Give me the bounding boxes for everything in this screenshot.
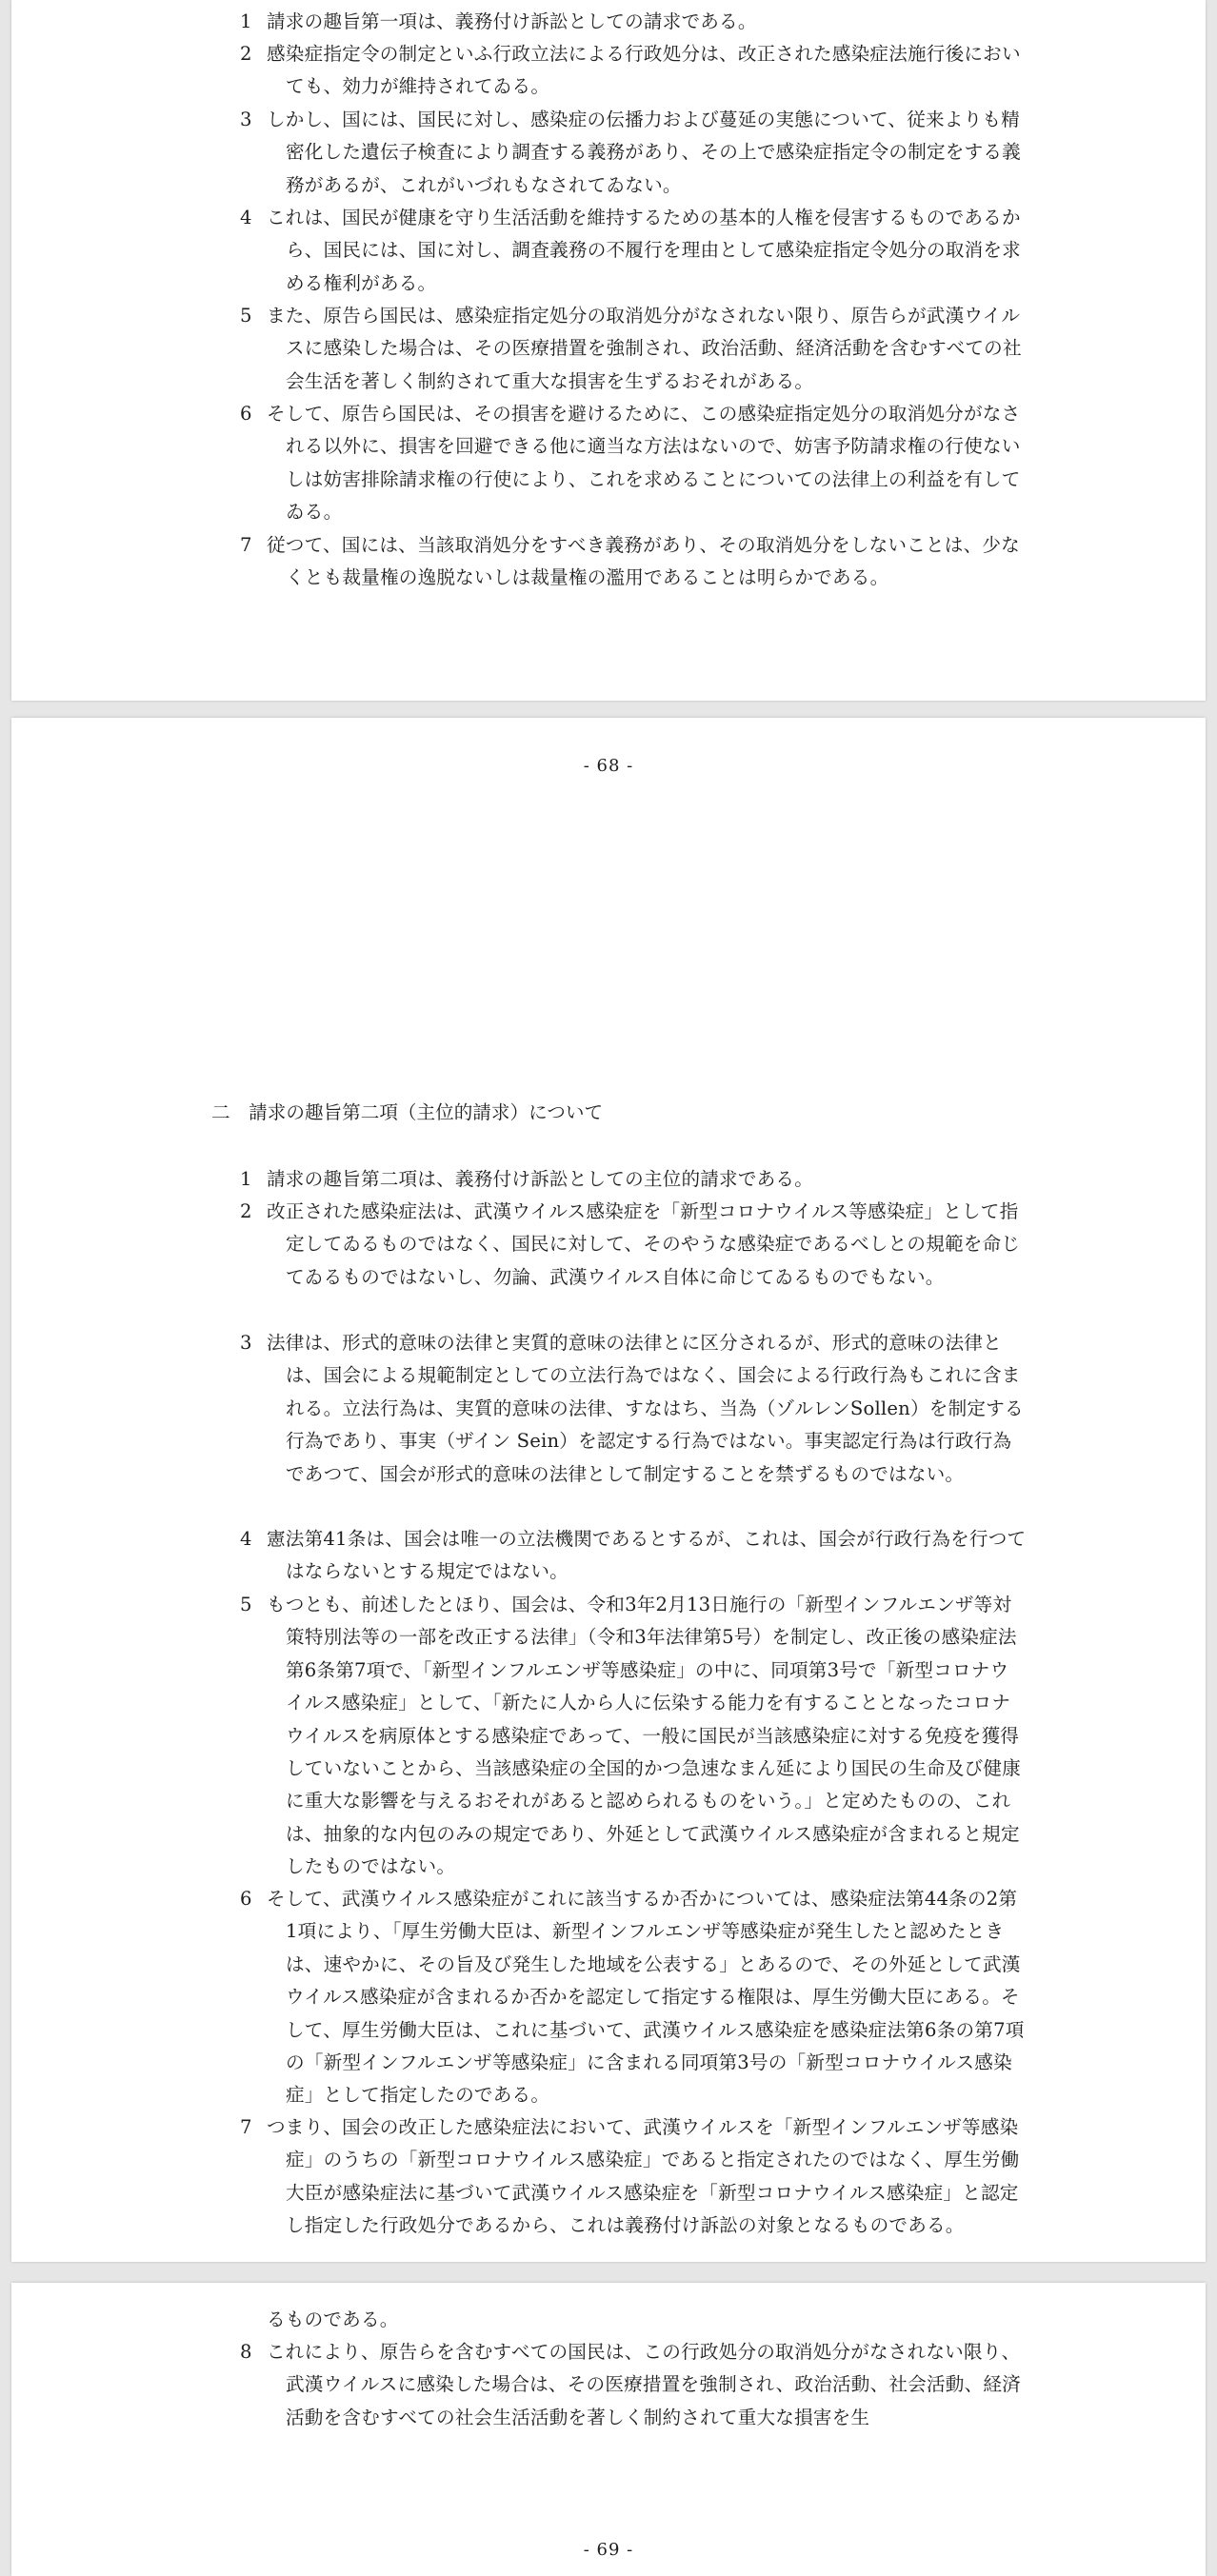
item-text: 憲法第41条は、国会は唯一の立法機関であるとするが、これは、国会が行政行為を行つてはならないとする規定ではない。 bbox=[267, 1528, 1027, 1583]
item-text: 感染症指定令の制定といふ行政立法による行政処分は、改正された感染症法施行後においても、効力が維持されてゐる。 bbox=[267, 43, 1021, 98]
item-text: つまり、国会の改正した感染症法において、武漢ウイルスを「新型インフルエンザ等感染症」のうちの「新型コロナウイルス感染症」であると指定されたのではなく、厚生労働大臣が感染症法に基づいて武漢ウイルス感染症を「新型コロナウイルス感染症」と認定し指定した行政処分であるから、これは義務付け訴訟の対象となるものである。 bbox=[267, 2116, 1020, 2237]
item-text: もつとも、前述したとほり、国会は、令和3年2月13日施行の「新型インフルエンザ等対策特別法等の一部を改正する法律」（令和3年法律第5号）を制定し、改正後の感染症法第6条第7項で、「新型インフルエンザ等感染症」の中に、同項第3号で「新型コロナウイルス感染症」として、「新たに人から人に伝染する能力を有することとなったコロナウイルスを病原体とする感染症であって、一般に国民が当該感染症に対する免疫を獲得していないことから、当該感染症の全国的かつ急速なまん延により国民の生命及び健康に重大な影響を与えるおそれがあると認められるものをいう。」と定めたものの、これは、抽象的な内包のみの規定であり、外延として武漢ウイルス感染症が含まれると規定したものではない。 bbox=[267, 1594, 1021, 1878]
list-item bbox=[240, 2336, 1027, 2434]
item-number: 1 bbox=[240, 10, 252, 32]
item-text: 改正された感染症法は、武漢ウイルス感染症を「新型コロナウイルス等感染症」として指定してゐるものではなく、国民に対して、そのやうな感染症であるべしとの規範を命じてゐるものではないし、勿論、武漢ウイルス自体に命じてゐるものでもない。 bbox=[267, 1200, 1021, 1288]
item-text: 法律は、形式的意味の法律と実質的意味の法律とに区分されるが、形式的意味の法律とは、国会による規範制定としての立法行為ではなく、国会による行政行為もこれに含まれる。立法行為は、実質的意味の法律、すなはち、当為（ゾルレンSollen）を制定する行為であり、事実（ザイン Sein）を認定する行為ではない。事実認定行為は行政行為であつて、国会が形式的意味の法律として制定することを禁ずるものではない。 bbox=[267, 1332, 1024, 1485]
item-number: 2 bbox=[240, 43, 252, 65]
list-item bbox=[240, 38, 1027, 104]
item-number: 8 bbox=[240, 2341, 252, 2363]
item-number: 7 bbox=[240, 534, 252, 556]
list-item bbox=[240, 1196, 1027, 1294]
list-item-continuation bbox=[240, 2304, 1027, 2336]
list-item bbox=[240, 104, 1027, 202]
list-item bbox=[240, 6, 1027, 38]
list-item bbox=[240, 2111, 1027, 2243]
item-number: 4 bbox=[240, 1528, 252, 1550]
item-number: 3 bbox=[240, 1332, 252, 1354]
item-number: 6 bbox=[240, 403, 252, 425]
item-text: 請求の趣旨第一項は、義務付け訴訟としての請求である。 bbox=[267, 10, 757, 32]
item-number: 4 bbox=[240, 207, 252, 228]
list-item bbox=[240, 202, 1027, 300]
list-item bbox=[240, 1327, 1027, 1491]
item-number: 3 bbox=[240, 109, 252, 130]
item-text: るものである。 bbox=[267, 2308, 399, 2330]
item-text: これにより、原告らを含むすべての国民は、この行政処分の取消処分がなされない限り、武漢ウイルスに感染した場合は、その医療措置を強制され、政治活動、社会活動、経済活動を含むすべての社会生活活動を著しく制約されて重大な損害を生 bbox=[267, 2341, 1021, 2428]
list-item bbox=[240, 1163, 1027, 1196]
list-item bbox=[240, 529, 1027, 595]
item-number: 6 bbox=[240, 1888, 252, 1910]
item-text: また、原告ら国民は、感染症指定処分の取消処分がなされない限り、原告らが武漢ウイルスに感染した場合は、その医療措置を強制され、政治活動、経済活動を含むすべての社会生活を著しく制約されて重大な損害を生ずるおそれがある。 bbox=[267, 305, 1022, 392]
item-number: 5 bbox=[240, 1594, 252, 1615]
item-text: これは、国民が健康を守り生活活動を維持するための基本的人権を侵害するものであるから、国民には、国に対し、調査義務の不履行を理由として感染症指定令処分の取消を求める権利がある。 bbox=[267, 207, 1021, 294]
page-number: - 69 - bbox=[583, 2540, 634, 2560]
item-text: しかし、国には、国民に対し、感染症の伝播力および蔓延の実態について、従来よりも精密化した遺伝子検査により調査する義務があり、その上で感染症指定令の制定をする義務があるが、これがいづれもなされてゐない。 bbox=[267, 109, 1021, 196]
item-text: 従つて、国には、当該取消処分をすべき義務があり、その取消処分をしないことは、少なくとも裁量権の逸脱ないしは裁量権の濫用であることは明らかである。 bbox=[267, 534, 1020, 589]
item-number: 2 bbox=[240, 1200, 252, 1222]
list-item bbox=[240, 398, 1027, 529]
item-text: そして、武漢ウイルス感染症がこれに該当するか否かについては、感染症法第44条の2第1項により、「厚生労働大臣は、新型インフルエンザ等感染症が発生したと認めたときは、速やかに、その旨及び発生した地域を公表する」とあるので、その外延として武漢ウイルス感染症が含まれるか否かを認定して指定する権限は、厚生労働大臣にある。そして、厚生労働大臣は、これに基づいて、武漢ウイルス感染症を感染症法第6条の第7項の「新型インフルエンザ等感染症」に含まれる同項第3号の「新型コロナウイルス感染症」として指定したのである。 bbox=[267, 1888, 1025, 2107]
document-page-69 bbox=[11, 2283, 1206, 2576]
item-number: 5 bbox=[240, 305, 252, 327]
list-item bbox=[240, 1589, 1027, 1884]
page-number: - 68 - bbox=[583, 756, 634, 776]
document-page-68 bbox=[11, 718, 1206, 2262]
item-text: そして、原告ら国民は、その損害を避けるために、この感染症指定処分の取消処分がなされる以外に、損害を回避できる他に適当な方法はないので、妨害予防請求権の行使ないしは妨害排除請求権の行使により、これを求めることについての法律上の利益を有してゐる。 bbox=[267, 403, 1021, 524]
list-item bbox=[240, 1523, 1027, 1589]
list-item bbox=[240, 1883, 1027, 2112]
item-text: 請求の趣旨第二項は、義務付け訴訟としての主位的請求である。 bbox=[267, 1168, 814, 1190]
list-item bbox=[240, 300, 1027, 398]
document-page-67 bbox=[11, 0, 1206, 701]
item-number: 7 bbox=[240, 2116, 252, 2138]
item-number: 1 bbox=[240, 1168, 252, 1190]
section-heading: 二 請求の趣旨第二項（主位的請求）について bbox=[211, 1101, 604, 1123]
